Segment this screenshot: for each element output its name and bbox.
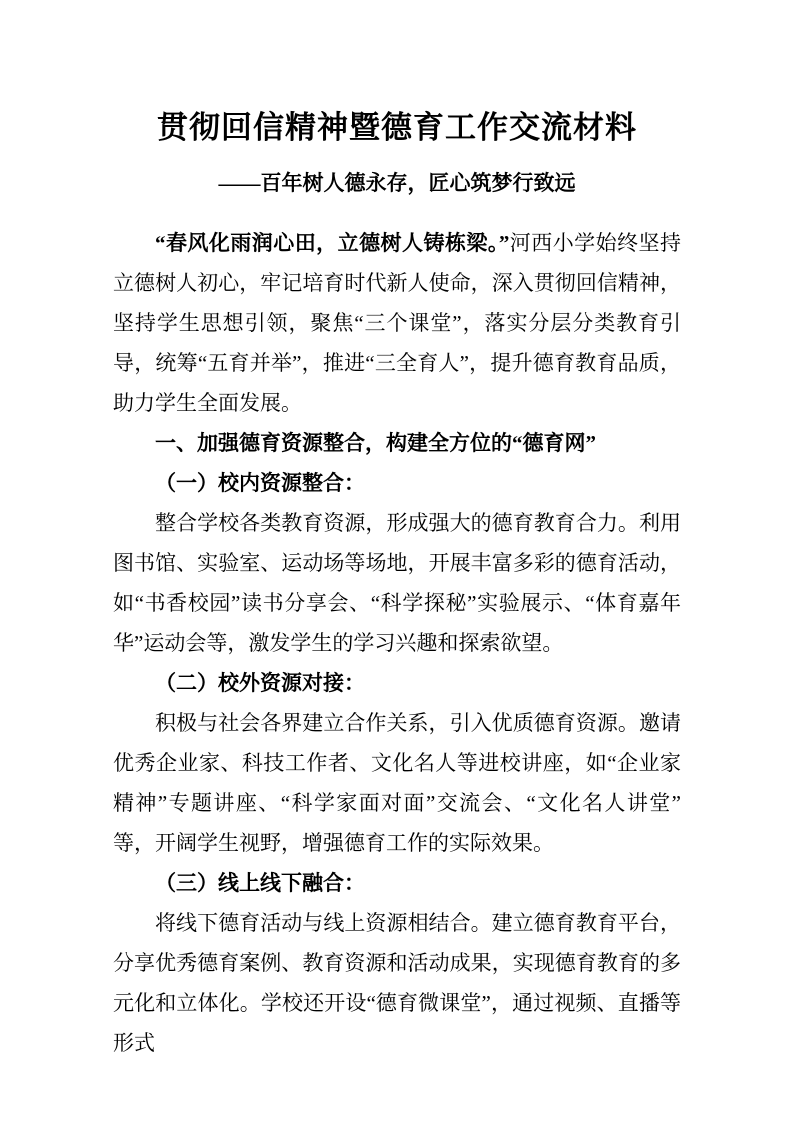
document-body <box>113 223 681 1063</box>
subsection-1-1-paragraph: 整合学校各类教育资源，形成强大的德育教育合力。利用图书馆、实验室、运动场等场地，开展丰富多彩的德育活动，如“书香校园”读书分享会、“科学探秘”实验展示、“体育嘉年华”运动会等，激发学生的学习兴趣和探索欲望。 <box>113 511 681 655</box>
subsection-1-3-heading: （三）线上线下融合： <box>155 871 365 895</box>
subsection-1-2-paragraph: 积极与社会各界建立合作关系，引入优质德育资源。邀请优秀企业家、科技工作者、文化名人等进校讲座，如“企业家精神”专题讲座、“科学家面对面”交流会、“文化名人讲堂”等，开阔学生视野，增强德育工作的实际效果。 <box>113 711 681 855</box>
doc-subtitle: ——百年树人德永存，匠心筑梦行致远 <box>218 171 576 195</box>
subsection-1-1-heading: （一）校内资源整合： <box>155 471 365 495</box>
intro-paragraph-text: 河西小学始终坚持立德树人初心，牢记培育时代新人使命，深入贯彻回信精神，坚持学生思想引领，聚焦“三个课堂”，落实分层分类教育引导，统筹“五育并举”，推进“三全育人”，提升德育教育品质，助力学生全面发展。 <box>113 231 682 415</box>
section-1-heading: 一、加强德育资源整合，构建全方位的“德育网” <box>155 431 596 455</box>
subsection-1-2-heading: （二）校外资源对接： <box>155 671 365 695</box>
intro-paragraph <box>113 223 681 423</box>
doc-title: 贯彻回信精神暨德育工作交流材料 <box>157 110 637 145</box>
subsection-1-3-paragraph: 将线下德育活动与线上资源相结合。建立德育教育平台，分享优秀德育案例、教育资源和活动成果，实现德育教育的多元化和立体化。学校还开设“德育微课堂”，通过视频、直播等形式 <box>113 911 681 1055</box>
intro-bold-quote: “春风化雨润心田，立德树人铸栋梁。” <box>155 231 510 255</box>
